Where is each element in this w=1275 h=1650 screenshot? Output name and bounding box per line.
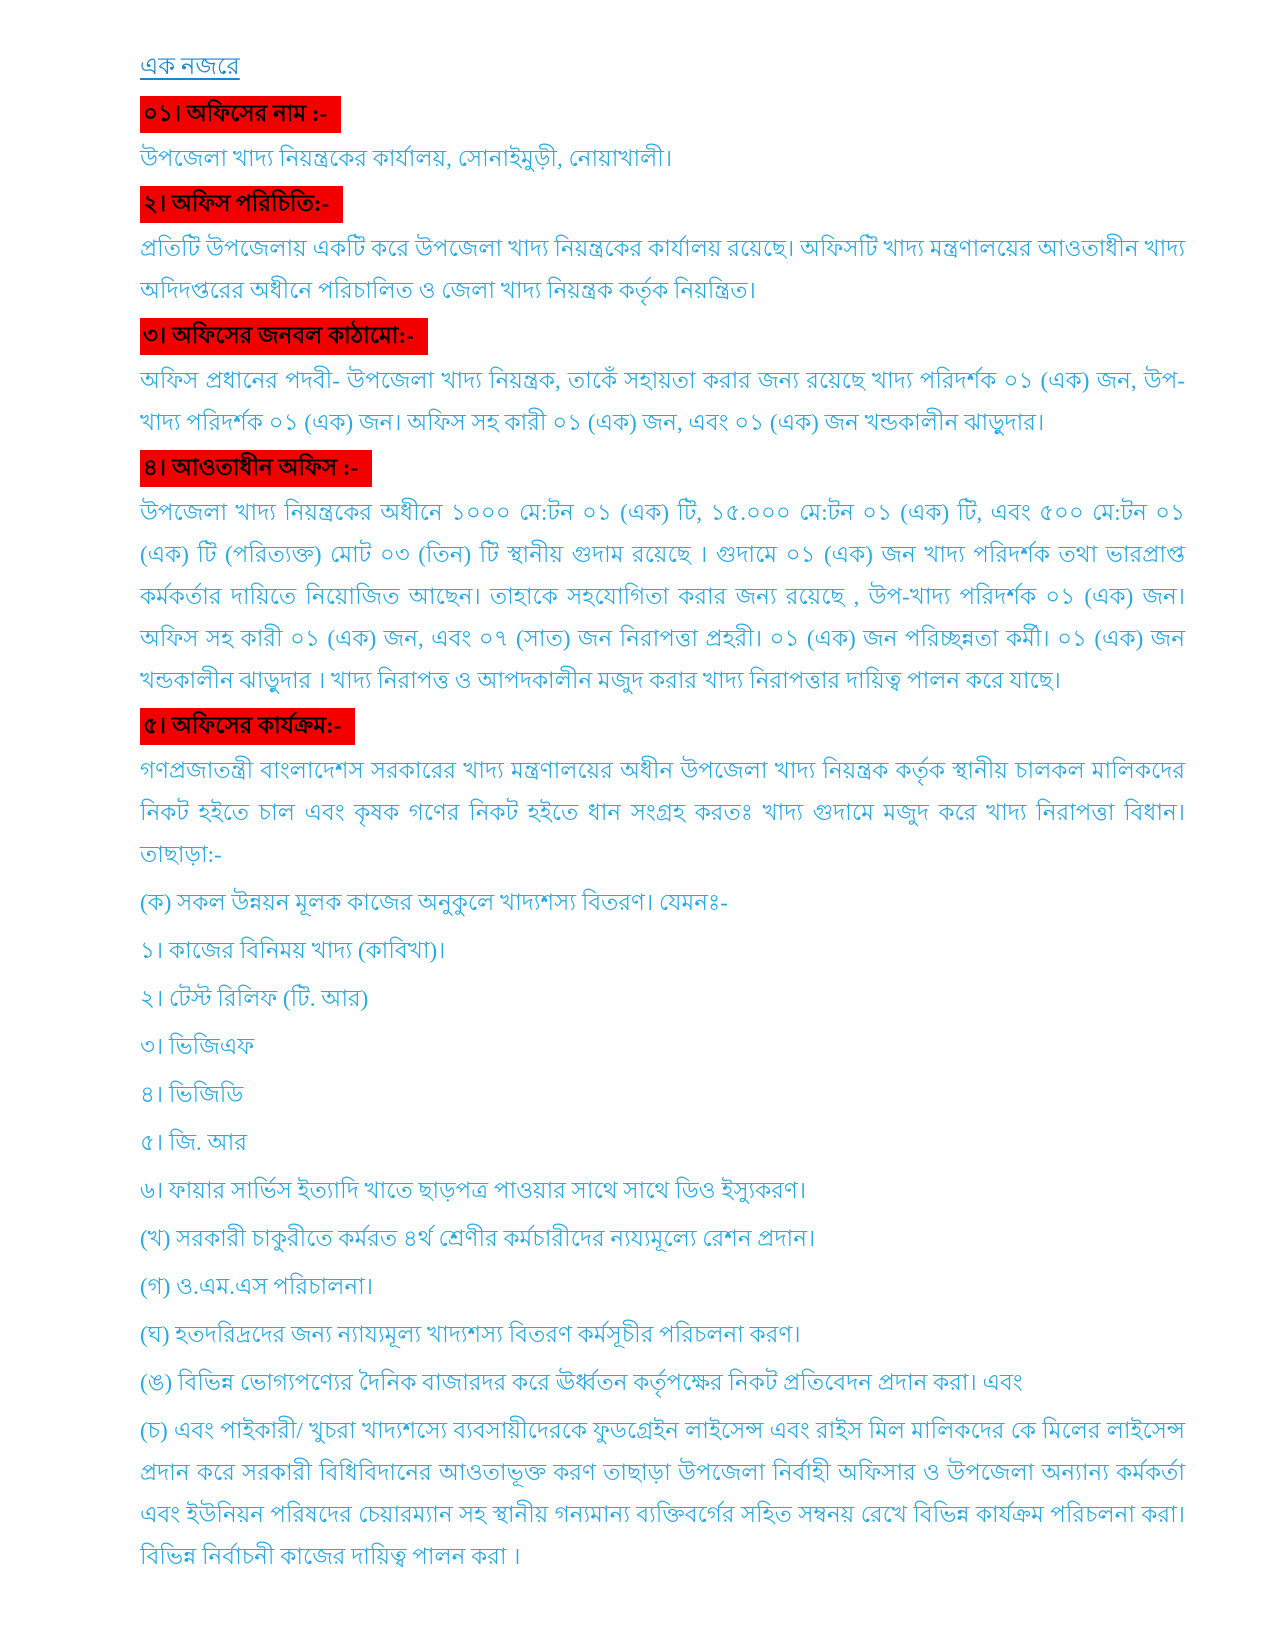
paragraph-activities-uma: (ঙ) বিভিন্ন ভোগ্যপণ্যের দৈনিক বাজারদর করে ঊর্ধ্বতন কর্তৃপক্ষের নিকট প্রতিবেদন প্রদান করা। এবং [140, 1370, 1023, 1395]
section-4 [140, 450, 1185, 487]
section-heading-staff-structure: ৩। অফিসের জনবল কাঠামো:- [140, 318, 428, 355]
section-5 [140, 708, 1185, 745]
section-heading-office-name: ০১। অফিসের নাম :- [140, 96, 341, 133]
list-item-4-vgd: ৪। ভিজিডি [140, 1082, 244, 1107]
section-2 [140, 186, 1185, 223]
section-heading-office-activities: ৫। অফিসের কার্যক্রম:- [140, 708, 355, 745]
list-item-3-vgf: ৩। ভিজিএফ [140, 1034, 255, 1059]
list-item-5-gr: ৫। জি. আর [140, 1130, 248, 1155]
paragraph-office-intro: প্রতিটি উপজেলায় একটি করে উপজেলা খাদ্য নিয়ন্ত্রকের কার্যালয় রয়েছে। অফিসটি খাদ্য মন্ত্রণালয়ের আওতাধীন খাদ্য অদিদপ্তরের অধীনে পরিচালিত ও জেলা খাদ্য নিয়ন্ত্রক কর্তৃক নিয়ন্ত্রিত। [140, 236, 1185, 303]
paragraph-activities-ga: (গ) ও.এম.এস পরিচালনা। [140, 1274, 373, 1299]
section-heading-office-intro: ২। অফিস পরিচিতি:- [140, 186, 343, 223]
list-item-1-kabikha: ১। কাজের বিনিময় খাদ্য (কাবিখা)। [140, 938, 446, 963]
paragraph-sub-offices: উপজেলা খাদ্য নিয়ন্ত্রকের অধীনে ১০০০ মে:টন ০১ (এক) টি, ১৫.০০০ মে:টন ০১ (এক) টি, এবং ৫০০ মে:টন ০১ (এক) টি (পরিত্যক্ত) মোট ০৩ (তিন) টি স্থানীয় গুদাম রয়েছে । গুদামে ০১ (এক) জন খাদ্য পরিদর্শক তথা ভারপ্রাপ্ত কর্মকর্তার দায়িতে নিয়োজিত আছেন। তাহাকে সহযোগিতা করার জন্য রয়েছে , উপ-খাদ্য পরিদর্শক ০১ (এক) জন। অফিস সহ কারী ০১ (এক) জন, এবং ০৭ (সাত) জন নিরাপত্তা প্রহরী। ০১ (এক) জন পরিচ্ছন্নতা কর্মী। ০১ (এক) জন খন্ডকালীন ঝাড়ুদার । খাদ্য নিরাপত্ত ও আপদকালীন মজুদ করার খাদ্য নিরাপত্তার দায়িত্ব পালন করে যাছে। [140, 500, 1185, 693]
list-item-6-fire-service: ৬। ফায়ার সার্ভিস ইত্যাদি খাতে ছাড়পত্র পাওয়ার সাথে সাথে ডিও ইস্যুকরণ। [140, 1178, 807, 1203]
paragraph-activities-ka: (ক) সকল উন্নয়ন মূলক কাজের অনুকুলে খাদ্যশস্য বিতরণ। যেমনঃ- [140, 890, 728, 915]
section-3 [140, 318, 1185, 355]
paragraph-activities-intro: গণপ্রজাতন্ত্রী বাংলাদেশস সরকারের খাদ্য মন্ত্রণালয়ের অধীন উপজেলা খাদ্য নিয়ন্ত্রক কর্তৃক স্থানীয় চালকল মালিকদের নিকট হইতে চাল এবং কৃষক গণের নিকট হইতে ধান সংগ্রহ করতঃ খাদ্য গুদামে মজুদ করে খাদ্য নিরাপত্তা বিধান। তাছাড়া:- [140, 758, 1185, 867]
paragraph-activities-kha: (খ) সরকারী চাকুরীতে কর্মরত ৪র্থ শ্রেণীর কর্মচারীদের ন্যয্যমূল্যে রেশন প্রদান। [140, 1226, 816, 1251]
section-1 [140, 96, 1185, 133]
paragraph-activities-gha: (ঘ) হতদরিদ্রদের জন্য ন্যায্যমূল্য খাদ্যশস্য বিতরণ কর্মসূচীর পরিচলনা করণ। [140, 1322, 801, 1347]
paragraph-office-name: উপজেলা খাদ্য নিয়ন্ত্রকের কার্যালয়, সোনাইমুড়ী, নোয়াখালী। [140, 146, 673, 171]
paragraph-activities-cha: (চ) এবং পাইকারী/ খুচরা খাদ্যশস্যে ব্যবসায়ীদেরকে ফুডগ্রেইন লাইসেন্স এবং রাইস মিল মালিকদের কে মিলের লাইসেন্স প্রদান করে সরকারী বিধিবিদানের আওতাভূক্ত করণ তাছাড়া উপজেলা নির্বাহী অফিসার ও উপজেলা অন্যান্য কর্মকর্তা এবং ইউনিয়ন পরিষদের চেয়ারম্যান সহ স্থানীয় গন্যমান্য ব্যক্তিবর্গের সহিত সম্বনয় রেখে বিভিন্ন কার্যক্রম পরিচলনা করা। বিভিন্ন নির্বাচনী কাজের দায়িত্ব পালন করা । [140, 1418, 1185, 1569]
paragraph-staff-structure: অফিস প্রধানের পদবী- উপজেলা খাদ্য নিয়ন্ত্রক, তাকেঁ সহায়তা করার জন্য রয়েছে খাদ্য পরিদর্শক ০১ (এক) জন, উপ-খাদ্য পরিদর্শক ০১ (এক) জন। অফিস সহ কারী ০১ (এক) জন, এবং ০১ (এক) জন খন্ডকালীন ঝাড়ুদার। [140, 368, 1185, 435]
list-item-2-test-relief: ২। টেস্ট রিলিফ (টি. আর) [140, 986, 369, 1011]
section-heading-sub-offices: ৪। আওতাধীন অফিস :- [140, 450, 372, 487]
page-title: এক নজরে [140, 54, 240, 80]
